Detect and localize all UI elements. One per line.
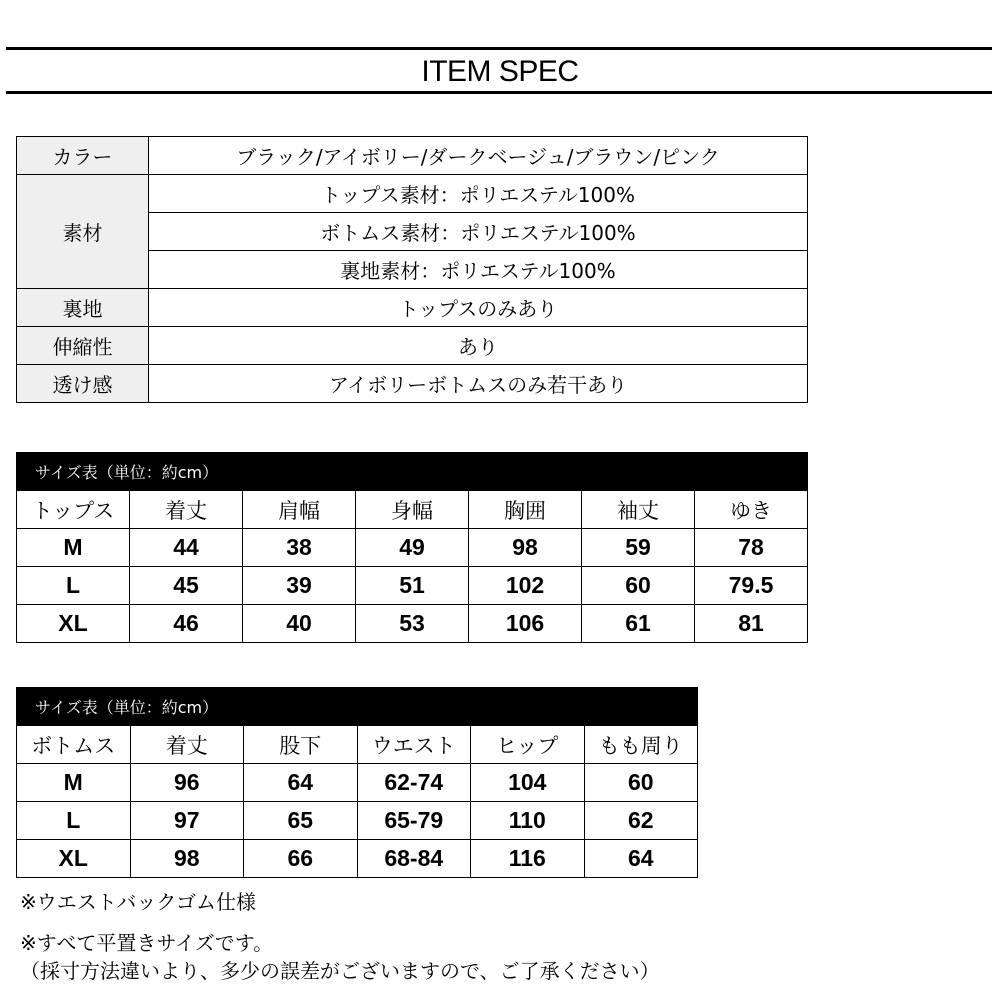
spec-value-sheer: アイボリーボトムスのみ若干あり	[149, 365, 808, 403]
tops-header-cell: 着丈	[130, 491, 243, 529]
spec-value-material-bottoms: ボトムス素材：ポリエステル100%	[149, 213, 808, 251]
size-value: 62	[584, 802, 698, 840]
size-value: 44	[130, 529, 243, 567]
spec-row-stretch	[17, 327, 808, 365]
spec-label-lining: 裏地	[17, 289, 149, 327]
size-value: 45	[130, 567, 243, 605]
bottoms-header-cell: 着丈	[130, 726, 244, 764]
size-value: 39	[243, 567, 356, 605]
item-spec-table	[16, 136, 808, 403]
size-label: L	[17, 567, 130, 605]
note-waist: ※ウエストバックゴム仕様	[20, 890, 256, 914]
size-value: 65-79	[357, 802, 471, 840]
tops-size-table	[16, 452, 808, 643]
bottoms-table-caption: サイズ表（単位：約cm）	[17, 688, 698, 726]
tops-header-cell: 身幅	[356, 491, 469, 529]
bottoms-header-cell: ウエスト	[357, 726, 471, 764]
note-flat-measure: ※すべて平置きサイズです。	[20, 931, 274, 955]
size-value: 65	[244, 802, 358, 840]
size-value: 61	[582, 605, 695, 643]
spec-value-color: ブラック/アイボリー/ダークベージュ/ブラウン/ピンク	[149, 137, 808, 175]
size-value: 38	[243, 529, 356, 567]
bottoms-caption-row	[17, 688, 698, 726]
bottoms-header-cell: 股下	[244, 726, 358, 764]
size-value: 78	[695, 529, 808, 567]
tops-table-caption: サイズ表（単位：約cm）	[17, 453, 808, 491]
spec-value-material-tops: トップス素材：ポリエステル100%	[149, 175, 808, 213]
size-value: 53	[356, 605, 469, 643]
spec-value-lining: トップスのみあり	[149, 289, 808, 327]
bottoms-size-table	[16, 687, 698, 878]
size-value: 49	[356, 529, 469, 567]
size-value: 102	[469, 567, 582, 605]
size-value: 79.5	[695, 567, 808, 605]
spec-row-material	[17, 175, 808, 213]
size-value: 96	[130, 764, 244, 802]
tops-header-row	[17, 491, 808, 529]
size-value: 60	[584, 764, 698, 802]
bottoms-header-cell: ヒップ	[471, 726, 585, 764]
size-value: 60	[582, 567, 695, 605]
spec-label-sheer: 透け感	[17, 365, 149, 403]
page-title: ITEM SPEC	[421, 55, 579, 88]
tops-header-cell: 肩幅	[243, 491, 356, 529]
size-value: 97	[130, 802, 244, 840]
size-value: 98	[469, 529, 582, 567]
size-value: 104	[471, 764, 585, 802]
spec-label-stretch: 伸縮性	[17, 327, 149, 365]
size-label: M	[17, 529, 130, 567]
tops-header-cell: 胸囲	[469, 491, 582, 529]
size-label: XL	[17, 605, 130, 643]
size-label: XL	[17, 840, 131, 878]
bottoms-row-l	[17, 802, 698, 840]
title-bottom-rule	[6, 91, 992, 94]
size-value: 68-84	[357, 840, 471, 878]
size-value: 64	[584, 840, 698, 878]
spec-value-material-lining: 裏地素材：ポリエステル100%	[149, 251, 808, 289]
bottoms-row-m	[17, 764, 698, 802]
spec-label-color: カラー	[17, 137, 149, 175]
size-value: 59	[582, 529, 695, 567]
bottoms-header-cell: もも周り	[584, 726, 698, 764]
spec-row-color	[17, 137, 808, 175]
spec-row-lining	[17, 289, 808, 327]
size-value: 64	[244, 764, 358, 802]
tops-header-cell: トップス	[17, 491, 130, 529]
size-label: M	[17, 764, 131, 802]
tops-header-cell: ゆき	[695, 491, 808, 529]
spec-row-sheer	[17, 365, 808, 403]
spec-label-material: 素材	[17, 175, 149, 289]
size-value: 98	[130, 840, 244, 878]
title-top-rule	[6, 47, 992, 50]
note-measurement-error: （採寸方法違いより、多少の誤差がございますので、ご了承ください）	[20, 959, 660, 983]
size-value: 51	[356, 567, 469, 605]
size-value: 66	[244, 840, 358, 878]
tops-row-l	[17, 567, 808, 605]
bottoms-row-xl	[17, 840, 698, 878]
bottoms-header-row	[17, 726, 698, 764]
size-label: L	[17, 802, 131, 840]
tops-row-m	[17, 529, 808, 567]
size-value: 106	[469, 605, 582, 643]
tops-caption-row	[17, 453, 808, 491]
size-value: 62-74	[357, 764, 471, 802]
size-value: 46	[130, 605, 243, 643]
bottoms-header-cell: ボトムス	[17, 726, 131, 764]
size-value: 81	[695, 605, 808, 643]
size-value: 40	[243, 605, 356, 643]
tops-row-xl	[17, 605, 808, 643]
spec-value-stretch: あり	[149, 327, 808, 365]
size-value: 116	[471, 840, 585, 878]
tops-header-cell: 袖丈	[582, 491, 695, 529]
size-value: 110	[471, 802, 585, 840]
